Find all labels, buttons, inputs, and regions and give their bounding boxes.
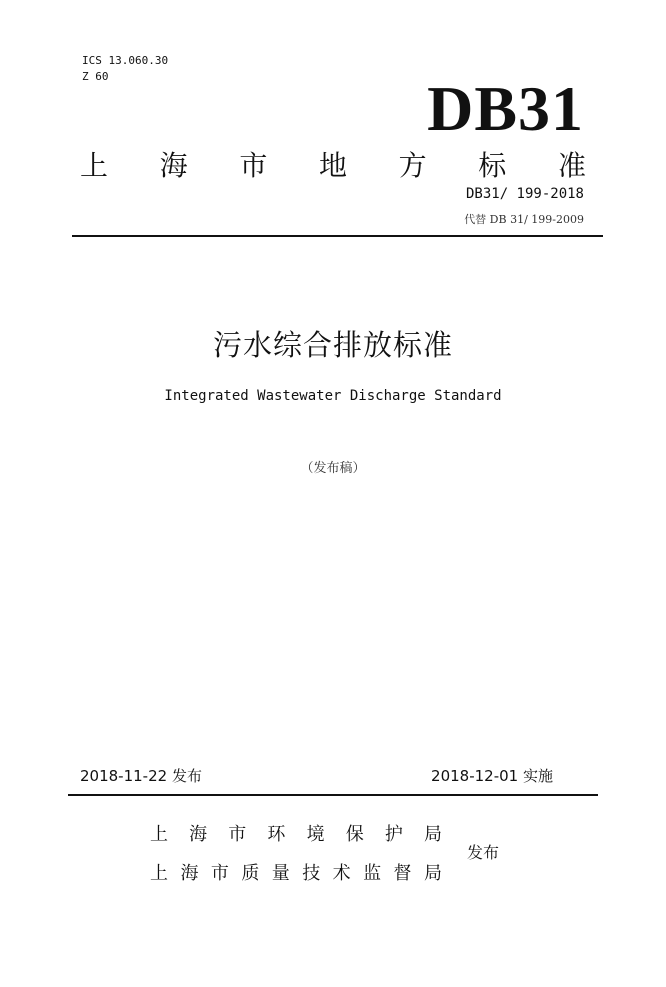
standard-number: DB31/ 199-2018	[465, 186, 584, 202]
agency-char: 市	[210, 863, 229, 884]
agency-char: 境	[306, 824, 325, 845]
document-title-en: Integrated Wastewater Discharge Standard	[164, 388, 502, 404]
std-char: 地	[318, 149, 347, 182]
agency-char: 护	[384, 824, 403, 845]
classification-codes	[82, 53, 168, 85]
std-char: 方	[398, 149, 427, 182]
agency-char: 市	[228, 824, 247, 845]
std-char: 上	[80, 149, 109, 182]
std-char: 标	[478, 149, 507, 182]
agency-char: 环	[267, 824, 286, 845]
agency-char: 上	[150, 824, 168, 845]
std-char: 准	[557, 149, 586, 182]
agency-char: 质	[241, 863, 260, 884]
agency-char: 量	[271, 863, 290, 884]
agency-char: 技	[302, 863, 321, 884]
std-char: 海	[159, 149, 188, 182]
agency-char: 上	[150, 863, 168, 884]
class-code: Z 60	[82, 70, 109, 83]
agency-char: 督	[393, 863, 412, 884]
agency-char: 术	[332, 863, 351, 884]
standard-type	[80, 148, 586, 184]
draft-label: （发布稿）	[300, 461, 366, 476]
issue-date: 2018-11-22 发布	[80, 767, 202, 785]
document-title: 污水综合排放标准	[212, 328, 453, 362]
agency-char: 海	[180, 863, 199, 884]
agency-char: 监	[363, 863, 382, 884]
effective-date: 2018-12-01 实施	[431, 767, 553, 785]
divider	[72, 235, 603, 237]
db-mark: DB31	[427, 73, 584, 144]
publish-label: 发布	[467, 843, 500, 862]
agency-char: 海	[189, 824, 208, 845]
agency-char: 局	[423, 824, 442, 845]
std-char: 市	[239, 149, 268, 182]
agency-quality	[150, 859, 442, 885]
agency-char: 保	[345, 824, 364, 845]
agency-environment	[150, 820, 442, 846]
agency-char: 局	[423, 863, 442, 884]
ics-code: ICS 13.060.30	[82, 54, 169, 67]
replaces-note: 代替 DB 31/ 199-2009	[464, 213, 584, 226]
divider	[68, 794, 598, 796]
